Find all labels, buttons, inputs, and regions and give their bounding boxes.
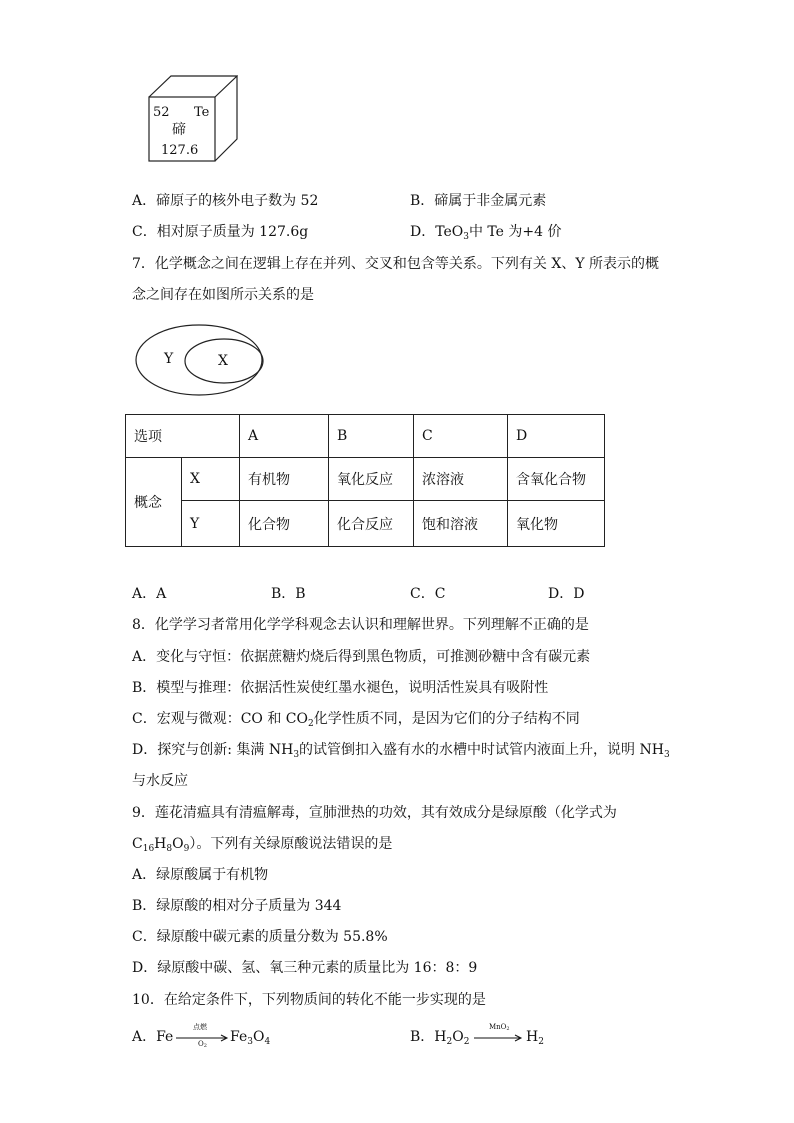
q7-stem-line2: 念之间存在如图所示关系的是 [132,287,314,303]
venn-diagram [134,322,274,404]
q9-option-c: C．绿原酸中碳元素的质量分数为 55.8% [132,929,388,945]
table-cell: 饱和溶液 [414,501,508,547]
q8-option-c: C．宏观与微观：CO 和 $CO_2$化学性质不同，是因为它们的分子结构不同 [132,711,580,729]
q10-b-product: $H_2$ [526,1029,544,1047]
element-name: 碲 [172,122,186,138]
q8-option-d-line2: 与水反应 [132,773,188,789]
q8-stem: 8．化学学习者常用化学学科观念去认识和理解世界。下列理解不正确的是 [132,617,589,633]
table-cell: 氧化物 [508,501,605,547]
q7-option-a: A．A [132,586,167,602]
q9-stem-line1: 9．莲花清瘟具有清瘟解毒，宣肺泄热的功效，其有效成分是绿原酸（化学式为 [132,805,617,821]
table-row-group: 概念 [126,458,182,547]
venn-label-y: Y [164,351,174,367]
venn-circles [134,322,274,400]
q10-stem: 10．在给定条件下，下列物质间的转化不能一步实现的是 [132,992,486,1008]
table-cell: 含氧化合物 [508,458,605,501]
q8-option-d: D．探究与创新: 集满 $NH_3$的试管倒扣入盛有水的水槽中时试管内液面上升，说明 $NH_3$ [132,742,670,760]
q6-option-d: D．TeO$_3$中 Te 为+4 价 [410,224,562,242]
q8-option-b: B．模型与推理：依据活性炭使红墨水褪色，说明活性炭具有吸附性 [132,680,549,696]
element-symbol: Te [194,105,210,120]
q6-option-b: B．碲属于非金属元素 [410,193,547,209]
table-cell: 有机物 [240,458,329,501]
element-card [138,72,238,164]
table-header-label: 选项 [126,415,240,458]
q7-option-b: B．B [271,586,306,602]
table-row-label-x: X [182,458,240,501]
table-row-label-y: Y [182,501,240,547]
table-col-b: B [329,415,414,458]
table-col-c: C [414,415,508,458]
q9-option-a: A．绿原酸属于有机物 [132,867,269,883]
atomic-number: 52 [153,105,170,120]
q10-a-product: $Fe_3O_4$ [230,1029,271,1047]
q7-stem-line1: 7．化学概念之间在逻辑上存在并列、交叉和包含等关系。下列有关 X、Y 所表示的概 [132,256,660,272]
table-col-d: D [508,415,605,458]
q6-option-c: C．相对原子质量为 127.6g [132,224,309,240]
atomic-mass: 127.6 [161,143,199,158]
q7-option-d: D．D [548,586,585,602]
arrow-condition-below: $O_2$ [198,1040,207,1049]
q6-option-a: A．碲原子的核外电子数为 52 [132,193,319,209]
q9-stem-line2: $C_{16}H_8O_9$）。下列有关绿原酸说法错误的是 [132,836,393,854]
q7-option-c: C．C [410,586,446,602]
table-cell: 浓溶液 [414,458,508,501]
reaction-arrow-icon [474,1034,524,1042]
table-cell: 化合反应 [329,501,414,547]
q8-option-a: A．变化与守恒：依据蔗糖灼烧后得到黑色物质，可推测砂糖中含有碳元素 [132,649,591,665]
table-cell: 氧化反应 [329,458,414,501]
arrow-condition-above: MnO$_2$ [489,1023,510,1032]
q9-option-d: D．绿原酸中碳、氢、氧三种元素的质量比为 16：8：9 [132,960,478,976]
arrow-condition-above: 点燃 [193,1023,207,1031]
venn-label-x: X [218,353,228,369]
table-col-a: A [240,415,329,458]
q9-option-b: B．绿原酸的相对分子质量为 344 [132,898,342,914]
concept-table [125,414,605,547]
table-cell: 化合物 [240,501,329,547]
